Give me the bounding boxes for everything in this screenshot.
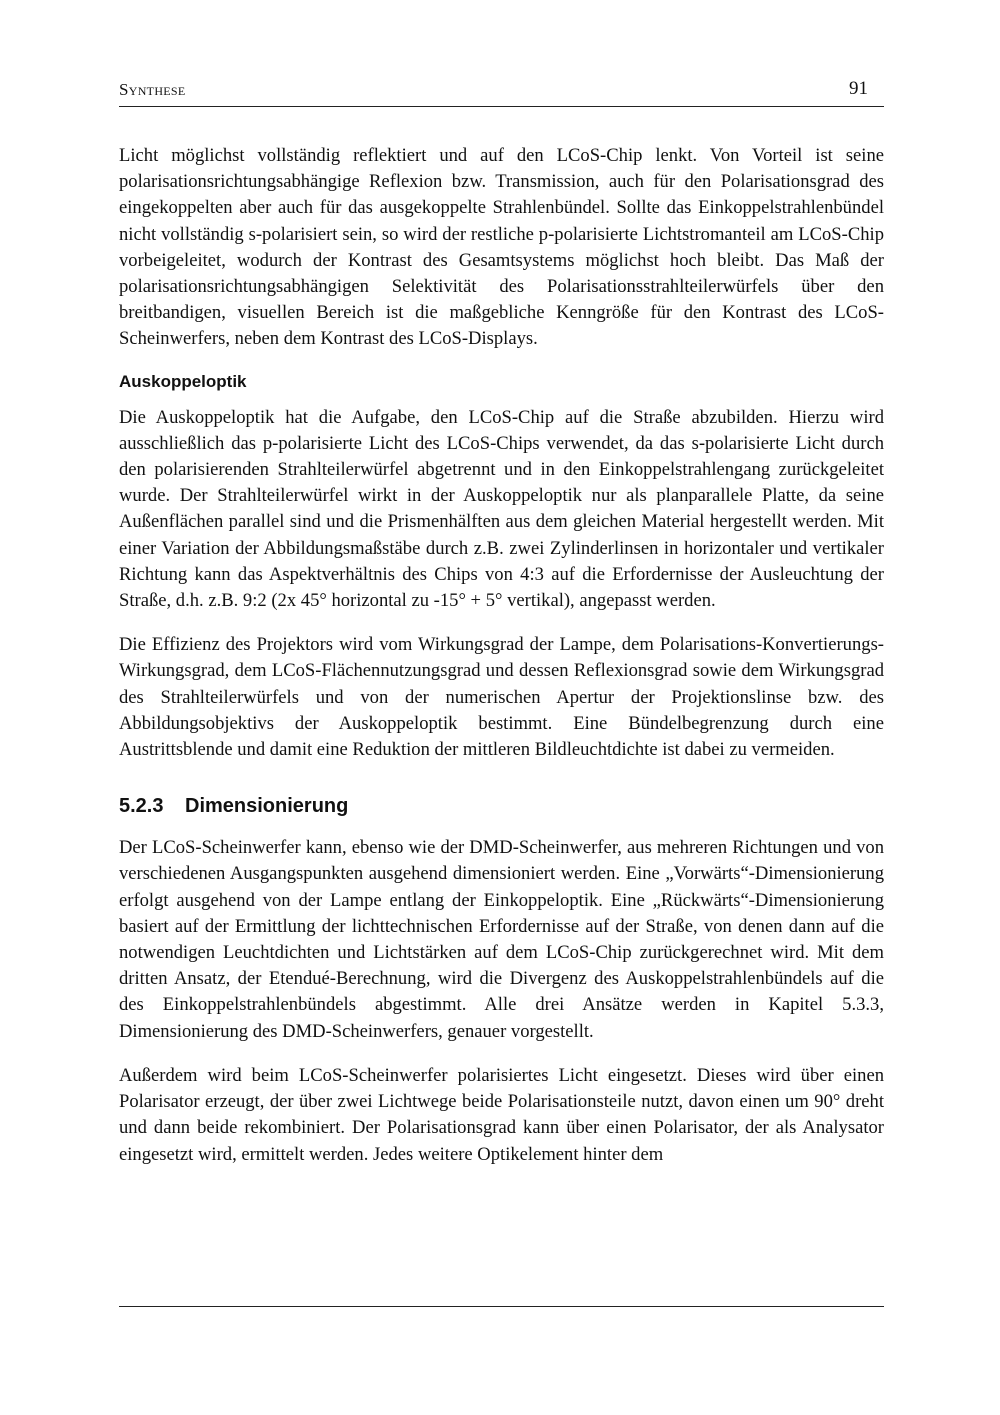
paragraph-polarisation: Außerdem wird beim LCoS-Scheinwerfer polarisiertes Licht eingesetzt. Dieses wird über einen Polarisator erzeugt, der über zwei Lichtwege beide Polarisationsteile nutzt, davon einen um 90° dreht und dann beide rekombiniert. Der Polarisationsgrad kann über einen Polarisator, der als Analysator eingesetzt wird, ermittelt werden. Jedes weitere Optikelement hinter dem xyxy=(119,1064,884,1165)
footer-rule xyxy=(119,1306,884,1307)
section-number: 5.2.3 xyxy=(119,795,164,818)
section-title: Dimensionierung xyxy=(185,795,349,818)
paragraph-lcos-contrast: Licht möglichst vollständig reflektiert und auf den LCoS-Chip lenkt. Von Vorteil ist seine polarisationsrichtungsabhängige Reflexion bzw. Transmission, auch für den Polarisationsgrad des eingekoppelten aber auch für das ausgekoppelte Strahlenbündel. Sollte das Einkoppelstrahlenbündel nicht vollständig s-polarisiert sein, so wird der restliche p-polarisierte Lichtstromanteil am LCoS-Chip vorbeigeleitet, wodurch der Kontrast des Gesamtsystems möglichst hoch bleibt. Das Maß der polarisationsrichtungsabhängigen Selektivität des Polarisationsstrahlteilerwürfels über den breitbandigen, visuellen Bereich ist die maßgebliche Kenngröße für den Kontrast des LCoS-Scheinwerfers, neben dem Kontrast des LCoS-Displays. xyxy=(119,145,884,350)
paragraph-efficiency: Die Effizienz des Projektors wird vom Wirkungsgrad der Lampe, dem Polarisations-Konvertierungs-Wirkungsgrad, dem LCoS-Flächennutzungsgrad und dessen Reflexionsgrad sowie dem Wirkungsgrad des Strahlteilerwürfels und von der numerischen Apertur der Projektionslinse bzw. des Abbildungsobjektivs der Auskoppeloptik bestimmt. Eine Bündelbegrenzung durch eine Austrittsblende und damit eine Reduktion der mittleren Bildleuchtdichte ist dabei zu vermeiden. xyxy=(119,634,884,761)
page-body xyxy=(119,143,884,1186)
subheading-auskoppeloptik: Auskoppeloptik xyxy=(119,371,247,391)
paragraph-dimensionierung: Der LCoS-Scheinwerfer kann, ebenso wie der DMD-Scheinwerfer, aus mehreren Richtungen und von verschiedenen Ausgangspunkten ausgehend dimensioniert werden. Eine „Vorwärts“-Dimensionierung erfolgt ausgehend von der Lampe entlang der Einkoppeloptik. Eine „Rückwärts“-Dimensionierung basiert auf der Ermittlung der lichttechnischen Erfordernisse auf der Straße, von denen dann auf die notwendigen Leuchtdichten und Lichtstärken auf dem LCoS-Chip zurückgerechnet wird. Mit dem dritten Ansatz, der Etendué-Berechnung, wird die Divergenz des Auskoppelstrahlenbündels auf die des Einkoppelstrahlenbündels abgestimmt. Alle drei Ansätze werden in Kapitel 5.3.3, Dimensionierung des DMD-Scheinwerfers, genauer vorgestellt. xyxy=(119,837,884,1042)
paragraph-auskoppeloptik: Die Auskoppeloptik hat die Aufgabe, den LCoS-Chip auf die Straße abzubilden. Hierzu wird ausschließlich das p-polarisierte Licht des LCoS-Chips verwendet, da das s-polarisierte Licht durch den polarisierenden Strahlteilerwürfel abgetrennt und in den Einkoppelstrahlengang zurückgeleitet wurde. Der Strahlteilerwürfel wirkt in der Auskoppeloptik nur als planparallele Platte, da seine Außenflächen parallel sind und die Prismenhälften aus dem gleichen Material hergestellt werden. Mit einer Variation der Abbildungsmaßstäbe durch z.B. zwei Zylinderlinsen in horizontaler und vertikaler Richtung kann das Aspektverhältnis des Chips von 4:3 auf die Erfordernisse der Ausleuchtung der Straße, d.h. z.B. 9:2 (2x 45° horizontal zu -15° + 5° vertikal), angepasst werden. xyxy=(119,406,884,612)
running-header xyxy=(119,80,884,107)
header-chapter-title: Synthese xyxy=(119,80,186,99)
header-page-number: 91 xyxy=(849,78,868,99)
section-heading-dimensionierung xyxy=(119,793,884,819)
